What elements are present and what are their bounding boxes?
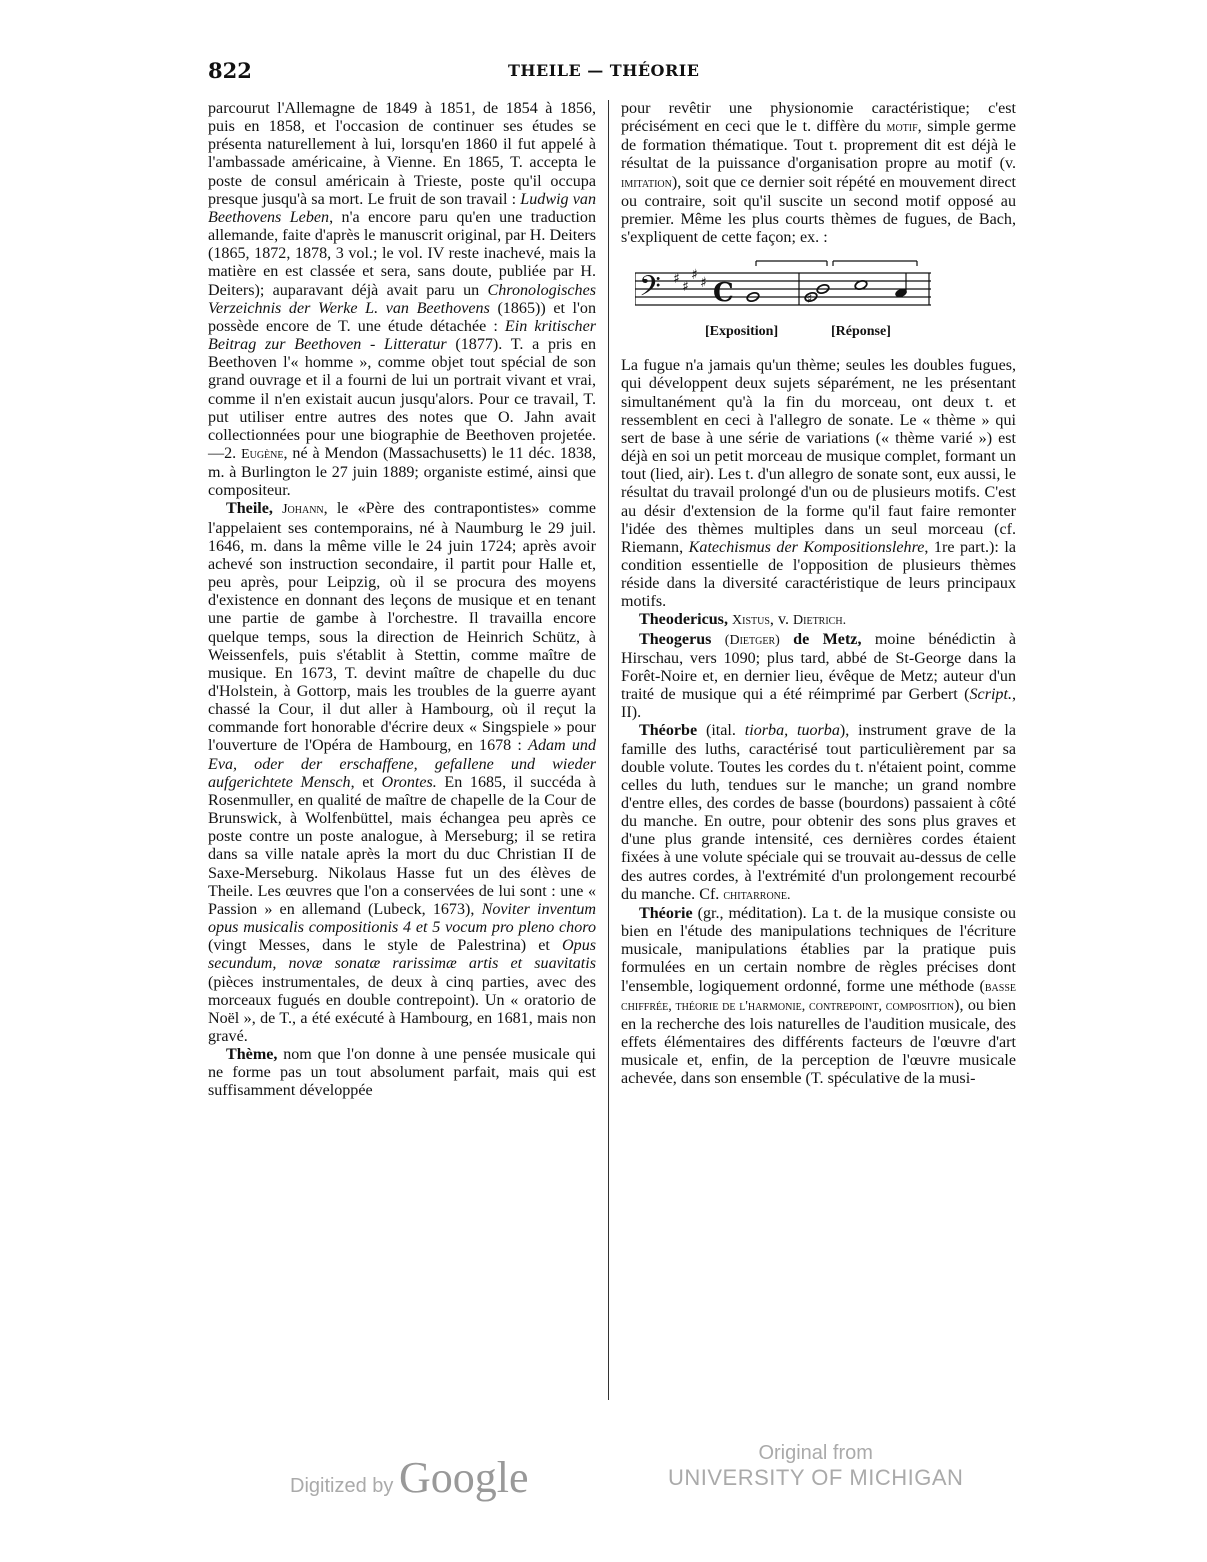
entry-theogerus: Theogerus (Dietger) de Metz, moine bénédictin à Hirschau, vers 1090; plus tard, abbé de St-George dans la Forêt-Noire et, en dernier lieu, évêque de Metz; auteur d'un traité de musique qui a été réimprimé par Gerbert (Script., II). — [621, 630, 1016, 722]
svg-text:𝄢: 𝄢 — [639, 270, 661, 311]
caption-exposition: [Exposition] — [705, 324, 779, 340]
right-column — [621, 100, 1016, 1089]
entry-theorie: Théorie (gr., méditation). La t. de la musique consiste ou bien en l'étude des manipulations techniques de l'écriture musicale, manipulations établies par la pratique puis formulées en un certain nombre de règles précises dont l'ensemble, logiquement ordonné, forme une méthode (basse chiffrée, théorie de l'harmonie, contrepoint, composition), ou bien en la recherche des lois naturelles de l'audition musicale, des effets élémentaires des différents facteurs de l'œuvre d'art musicale et, enfin, de la perception de l'œuvre musicale achevée, dans son ensemble (T. spéculative de la musi- — [621, 904, 1017, 1088]
svg-text:♯: ♯ — [682, 279, 689, 296]
entry-theorbe: Théorbe (ital. tiorba, tuorba), instrument grave de la famille des luths, caractérisé tout particulièrement par sa double volute. Toutes les cordes du t. n'étaient point, comme celles du luth, tendues sur le manche; un grand nombre d'entre elles, des cordes de basse (bourdons) passaient à côté du manche. En outre, pour obtenir des sons plus graves et d'une plus grande intensité, ces dernières cordes étaient fixées à une volute spéciale qui se trouvait au-dessus de celle des autres cordes, à l'extrémité d'un prolongement recourbé du manche. Cf. chitarrone. — [621, 722, 1017, 903]
entry-theile: Theile, Johann, le «Père des contrapontistes» comme l'appelaient ses contemporains, né à Naumburg le 29 juil. 1646, m. dans la même ville le 24 juin 1724; après avoir achevé son instruction secondaire, il partit pour Halle et, peu après, pour Leipzig, où il se procura des moyens d'existence en donnant des leçons de musique et en tenant une partie de gambe à l'orchestre. Il travailla encore quelque temps, sous la direction de Heinrich Schütz, à Weissenfels, puis s'établit à Stettin, comme maître de musique. En 1673, T. devint maître de chapelle du duc d'Holstein, à Gottorp, mais les troubles de la guerre ayant chassé la Cour, il dut aller à Hambourg, où il reçut la commande fort honorable d'écrire deux « Singspiele » pour l'ouverture de l'Opéra de Hambourg, en 1678 : Adam und Eva, oder der erschaffene, gefallene und wieder aufgerichtete Mensch, et Orontes. En 1685, il succéda à Rosenmuller, en qualité de maître de chapelle de la Cour de Brunswick, à Wolfenbüttel, mais échangea peu après ce poste contre un poste analogue, à Merseburg; il se retira dans sa ville natale après la mort du duc Christian II de Saxe-Merseburg. Nikolaus Hasse fut un des élèves de Theile. Les œuvres que l'on a conservées de lui sont : une « Passion » en allemand (Lubeck, 1673), Noviter inventum opus musicalis compositionis 4 et 5 vocum pro pleno choro (vingt Messes, dans le style de Palestrina) et Opus secundum, novæ sonatæ rarissimæ artis et suavitatis (pièces instrumentales, de deux à cinq parties, avec des morceaux fugués en double contrepoint). Un « oratorio de Noël », de T., a été exécuté à Hambourg, en 1681, mais non gravé. — [208, 500, 597, 1045]
page-number: 822 — [208, 58, 252, 83]
running-head: THEILE — THÉORIE — [508, 61, 700, 80]
paragraph-fugue: La fugue n'a jamais qu'un thème; seules les doubles fugues, qui développent deux sujets séparément, ne les présentant simultanément qu'à la fin du morceau, ont deux t. et ressemblent en ceci à l'allegro de sonate. Le « thème » qui sert de base à une série de variations (« thème varié ») est déjà en soi un petit morceau de musique complet, formant un tout (lied, air). Les t. d'un allegro de sonate sont, eux aussi, le résultat du travail prolongé d'un ou de plusieurs motifs. C'est au désir d'extension de la forme qu'il faut faire remonter l'idée des thèmes multiples dans un seul morceau (cf. Riemann, Katechismus der Kompositionslehre, 1re part.): la condition essentielle de l'opposition de plusieurs thèmes réside dans la diversité caractéristique de leurs principaux motifs. — [621, 357, 1016, 611]
page-header — [208, 58, 1020, 88]
headword-theme: Thème, — [226, 1046, 278, 1064]
headword-theile: Theile, — [226, 500, 273, 518]
svg-text:C: C — [713, 278, 734, 309]
svg-text:♯: ♯ — [691, 267, 698, 284]
svg-text:♯: ♯ — [700, 275, 707, 292]
digitized-by-google-watermark: Digitized by Google — [290, 1453, 529, 1502]
left-column — [208, 100, 596, 1101]
paragraph-theme-cont: pour revêtir une physionomie caractéristique; c'est précisément en ceci que le t. diffère du motif, simple germe de formation thématique. Tout t. proprement dit est déjà le résultat de la puissance d'organisation propre au motif (v. imitation), soit que ce dernier soit répété en mouvement direct ou contraire, soit qu'il suscite un second motif opposé au premier. Même les plus courts thèmes de fugues, de Bach, s'expliquent de cette façon; ex. : — [621, 100, 1016, 247]
caption-reponse: [Réponse] — [831, 324, 891, 340]
headword-theogerus: Theogerus — [639, 630, 712, 648]
headword-theodericus: Theodericus, — [639, 611, 728, 629]
headword-theorbe: Théorbe — [639, 722, 698, 740]
university-of-michigan: UNIVERSITY OF MICHIGAN — [668, 1465, 964, 1490]
original-from-watermark: Original from UNIVERSITY OF MICHIGAN — [668, 1442, 964, 1490]
headword-theorie: Théorie — [639, 904, 693, 922]
svg-text:♯: ♯ — [806, 292, 813, 308]
svg-text:♯: ♯ — [673, 271, 680, 288]
entry-theme: Thème, nom que l'on donne à une pensée musicale qui ne forme pas un tout absolument parfait, mais qui est suffisamment développée — [208, 1046, 596, 1100]
digitization-footer — [0, 1440, 1207, 1510]
music-staff-image — [635, 257, 935, 323]
paragraph-thayer-end: parcourut l'Allemagne de 1849 à 1851, de 1854 à 1856, puis en 1858, et l'occasion de continuer ses études se présenta naturellement à lui, lorsqu'en 1860 il fut appelé à l'ambassade américaine, à Vienne. En 1865, T. accepta le poste de consul américain à Trieste, poste qu'il occupa presque jusqu'à sa mort. Le fruit de son travail : Ludwig van Beethovens Leben, n'a encore paru qu'en une traduction allemande, faite d'après le manuscrit original, par H. Deiters (1865, 1872, 1878, 3 vol.; le vol. IV reste inachevé, mais la matière en est classée et sera, sans doute, publiée par H. Deiters); auparavant déjà avait paru un Chronologisches Verzeichnis der Werke L. van Beethovens (1865)) et l'on possède encore de T. une étude détachée : Ein kritischer Beitrag zur Beethoven - Litteratur (1877). T. a pris en Beethoven l'« homme », comme objet tout spécial de son grand ouvrage et il a fourni de lui un portrait vivant et vrai, comme il n'en existait aucun jusqu'alors. Pour ce travail, T. put utiliser entre autres des notes que O. Jahn avait collectionnées pour une biographie de Beethoven projetée. —2. Eugène, né à Mendon (Massachusetts) le 11 déc. 1838, m. à Burlington le 27 juin 1889; organiste estimé, ainsi que compositeur. — [208, 100, 596, 500]
column-divider — [608, 100, 609, 1400]
google-logo: Google — [398, 1453, 529, 1502]
entry-theodericus: Theodericus, Xistus, v. Dietrich. — [639, 611, 847, 629]
music-example — [621, 251, 1016, 351]
